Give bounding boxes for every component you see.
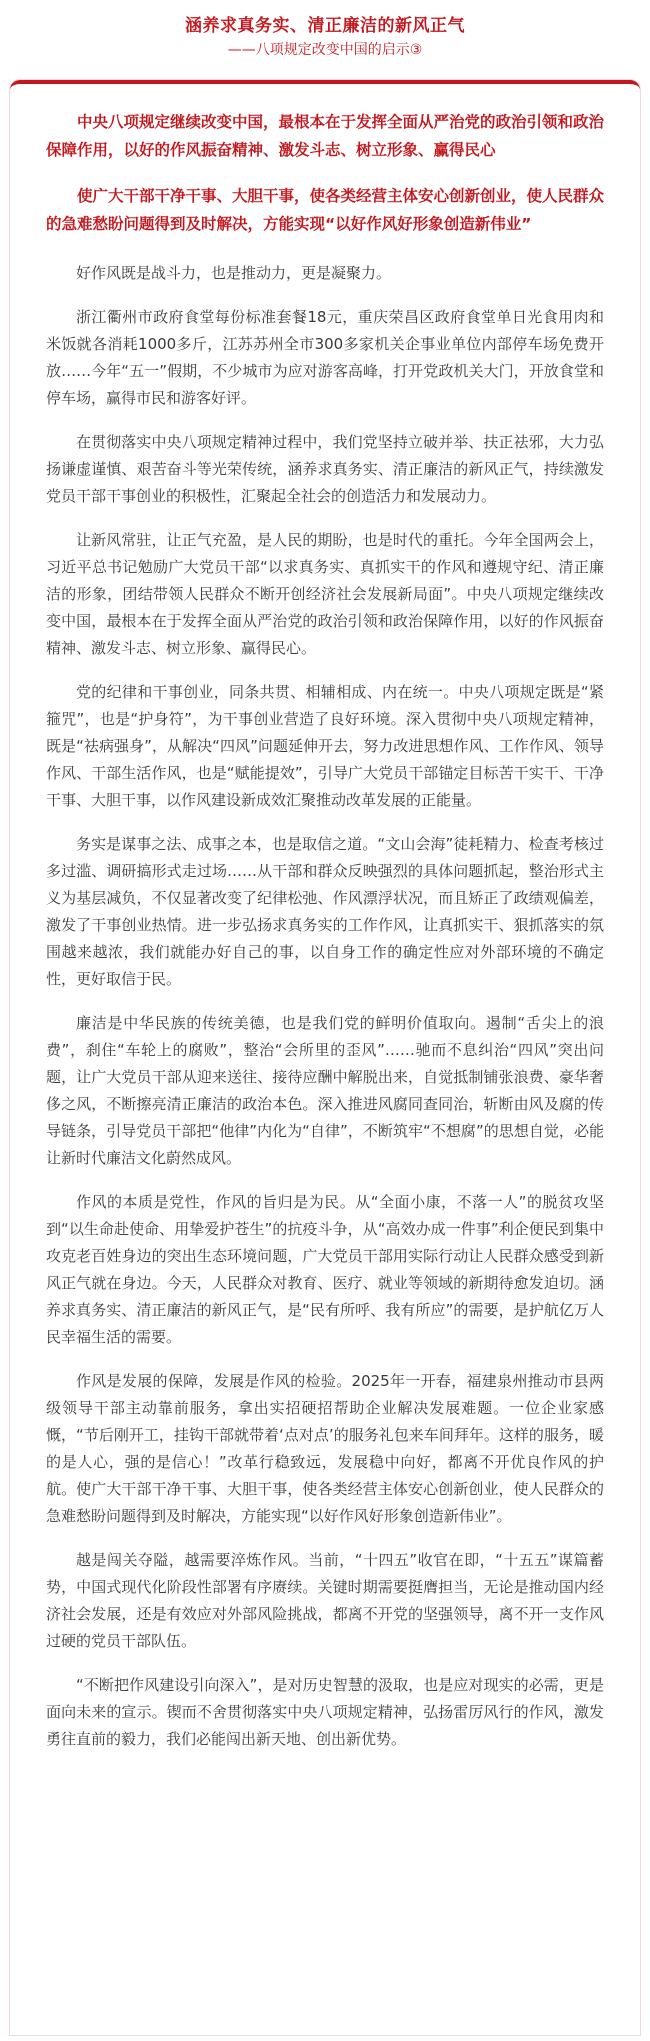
body-paragraph: 廉洁是中华民族的传统美德，也是我们党的鲜明价值取向。遏制“舌尖上的浪费”，刹住“车轮上的腐败”，整治“会所里的歪风”……驰而不息纠治“四风”突出问题，让广大党员干部从迎来送往、接待应酬中解脱出来，自觉抵制铺张浪费、豪华奢侈之风，不断擦亮清正廉洁的政治本色。深入推进风腐同查同治，斩断由风及腐的传导链条，引导党员干部把“他律”内化为“自律”，不断筑牢“不想腐”的思想自觉，必能让新时代廉洁文化蔚然成风。 bbox=[46, 1014, 604, 1167]
lead-paragraph: 使广大干部干净干事、大胆干事，使各类经营主体安心创新创业，使人民群众的急难愁盼问题得到及时解决，方能实现“以好作风好形象创造新伟业” bbox=[46, 187, 605, 233]
body-paragraph: 越是闯关夺隘，越需要淬炼作风。当前，“十四五”收官在即，“十五五”谋篇蓄势，中国式现代化阶段性部署有序赓续。关键时期需要挺膺担当，无论是推动国内经济社会发展，还是有效应对外部风险挑战，都离不开党的坚强领导，离不开一支作风过硬的党员干部队伍。 bbox=[46, 1551, 604, 1650]
body-paragraph: 浙江衢州市政府食堂每份标准套餐18元，重庆荣昌区政府食堂单日光食用肉和米饭就各消耗1000多斤，江苏苏州全市300多家机关企事业单位内部停车场免费开放……今年“五一”假期，不少城市为应对游客高峰，打开党政机关大门，开放食堂和停车场，赢得市民和游客好评。 bbox=[46, 308, 604, 407]
body-paragraph: “不断把作风建设引向深入”，是对历史智慧的汲取，也是应对现实的必需，更是面向未来的宣示。锲而不舍贯彻落实中央八项规定精神，弘扬雷厉风行的作风，激发勇往直前的毅力，我们必能闯出新天地、创出新优势。 bbox=[46, 1676, 604, 1748]
body-paragraph: 在贯彻落实中央八项规定精神过程中，我们党坚持立破并举、扶正祛邪，大力弘扬谦虚谨慎、艰苦奋斗等光荣传统，涵养求真务实、清正廉洁的新风正气，持续激发党员干部干事创业的积极性，汇聚起全社会的创造活力和发展动力。 bbox=[46, 433, 604, 505]
body-paragraph: 务实是谋事之法、成事之本，也是取信之道。“文山会海”徒耗精力、检查考核过多过滥、调研搞形式走过场……从干部和群众反映强烈的具体问题抓起，整治形式主义为基层减负，不仅显著改变了纪律松弛、作风漂浮状况，而且矫正了政绩观偏差，激发了干事创业热情。进一步弘扬求真务实的工作作风，让真抓实干、狠抓落实的氛围越来越浓，我们就能办好自己的事，以自身工作的确定性应对外部环境的不确定性，更好取信于民。 bbox=[46, 835, 604, 988]
body-paragraph: 作风的本质是党性，作风的旨归是为民。从“全面小康，不落一人”的脱贫攻坚到“以生命赴使命、用挚爱护苍生”的抗疫斗争，从“高效办成一件事”利企便民到集中攻克老百姓身边的突出生态环境问题，广大党员干部用实际行动让人民群众感受到新风正气就在身边。今天，人民群众对教育、医疗、就业等领域的新期待愈发迫切。涵养求真务实、清正廉洁的新风正气，是“民有所呼、我有所应”的需要，是护航亿万人民幸福生活的需要。 bbox=[46, 1193, 604, 1346]
body-paragraph: 作风是发展的保障，发展是作风的检验。2025年一开春，福建泉州推动市县两级领导干部主动靠前服务，拿出实招硬招帮助企业解决发展难题。一位企业家感慨，“节后刚开工，挂钩干部就带着‘点对点’的服务礼包来车间拜年。这样的服务，暖的是人心，强的是信心！”改革行稳致远，发展稳中向好，都离不开优良作风的护航。使广大干部干净干事、大胆干事，使各类经营主体安心创新创业，使人民群众的急难愁盼问题得到及时解决，方能实现“以好作风好形象创造新伟业”。 bbox=[46, 1372, 604, 1525]
lead-paragraph: 中央八项规定继续改变中国，最根本在于发挥全面从严治党的政治引领和政治保障作用，以好的作风振奋精神、激发斗志、树立形象、赢得民心 bbox=[46, 113, 605, 159]
article-title: 涵养求真务实、清正廉洁的新风正气 bbox=[185, 16, 465, 36]
article-subtitle: ——八项规定改变中国的启示③ bbox=[227, 42, 423, 58]
body-paragraph: 让新风常驻，让正气充盈，是人民的期盼，也是时代的重托。今年全国两会上，习近平总书记勉励广大党员干部“以求真务实、真抓实干的作风和遵规守纪、清正廉洁的形象，团结带领人民群众不断开创经济社会发展新局面”。中央八项规定继续改变中国，最根本在于发挥全面从严治党的政治引领和政治保障作用，以好的作风振奋精神、激发斗志、树立形象、赢得民心。 bbox=[46, 531, 604, 657]
article-header bbox=[0, 0, 650, 80]
body-paragraph: 好作风既是战斗力，也是推动力，更是凝聚力。 bbox=[76, 264, 392, 282]
body-paragraph: 党的纪律和干事创业，同条共贯、相辅相成、内在统一。中央八项规定既是“紧箍咒”，也是“护身符”，为干事创业营造了良好环境。深入贯彻中央八项规定精神，既是“祛病强身”，从解决“四风”问题延伸开去，努力改进思想作风、工作作风、领导作风、干部生活作风，也是“赋能提效”，引导广大党员干部锚定目标苦干实干、干净干事、大胆干事，以作风建设新成效汇聚推动改革发展的正能量。 bbox=[46, 683, 604, 809]
article-body bbox=[10, 80, 640, 2035]
